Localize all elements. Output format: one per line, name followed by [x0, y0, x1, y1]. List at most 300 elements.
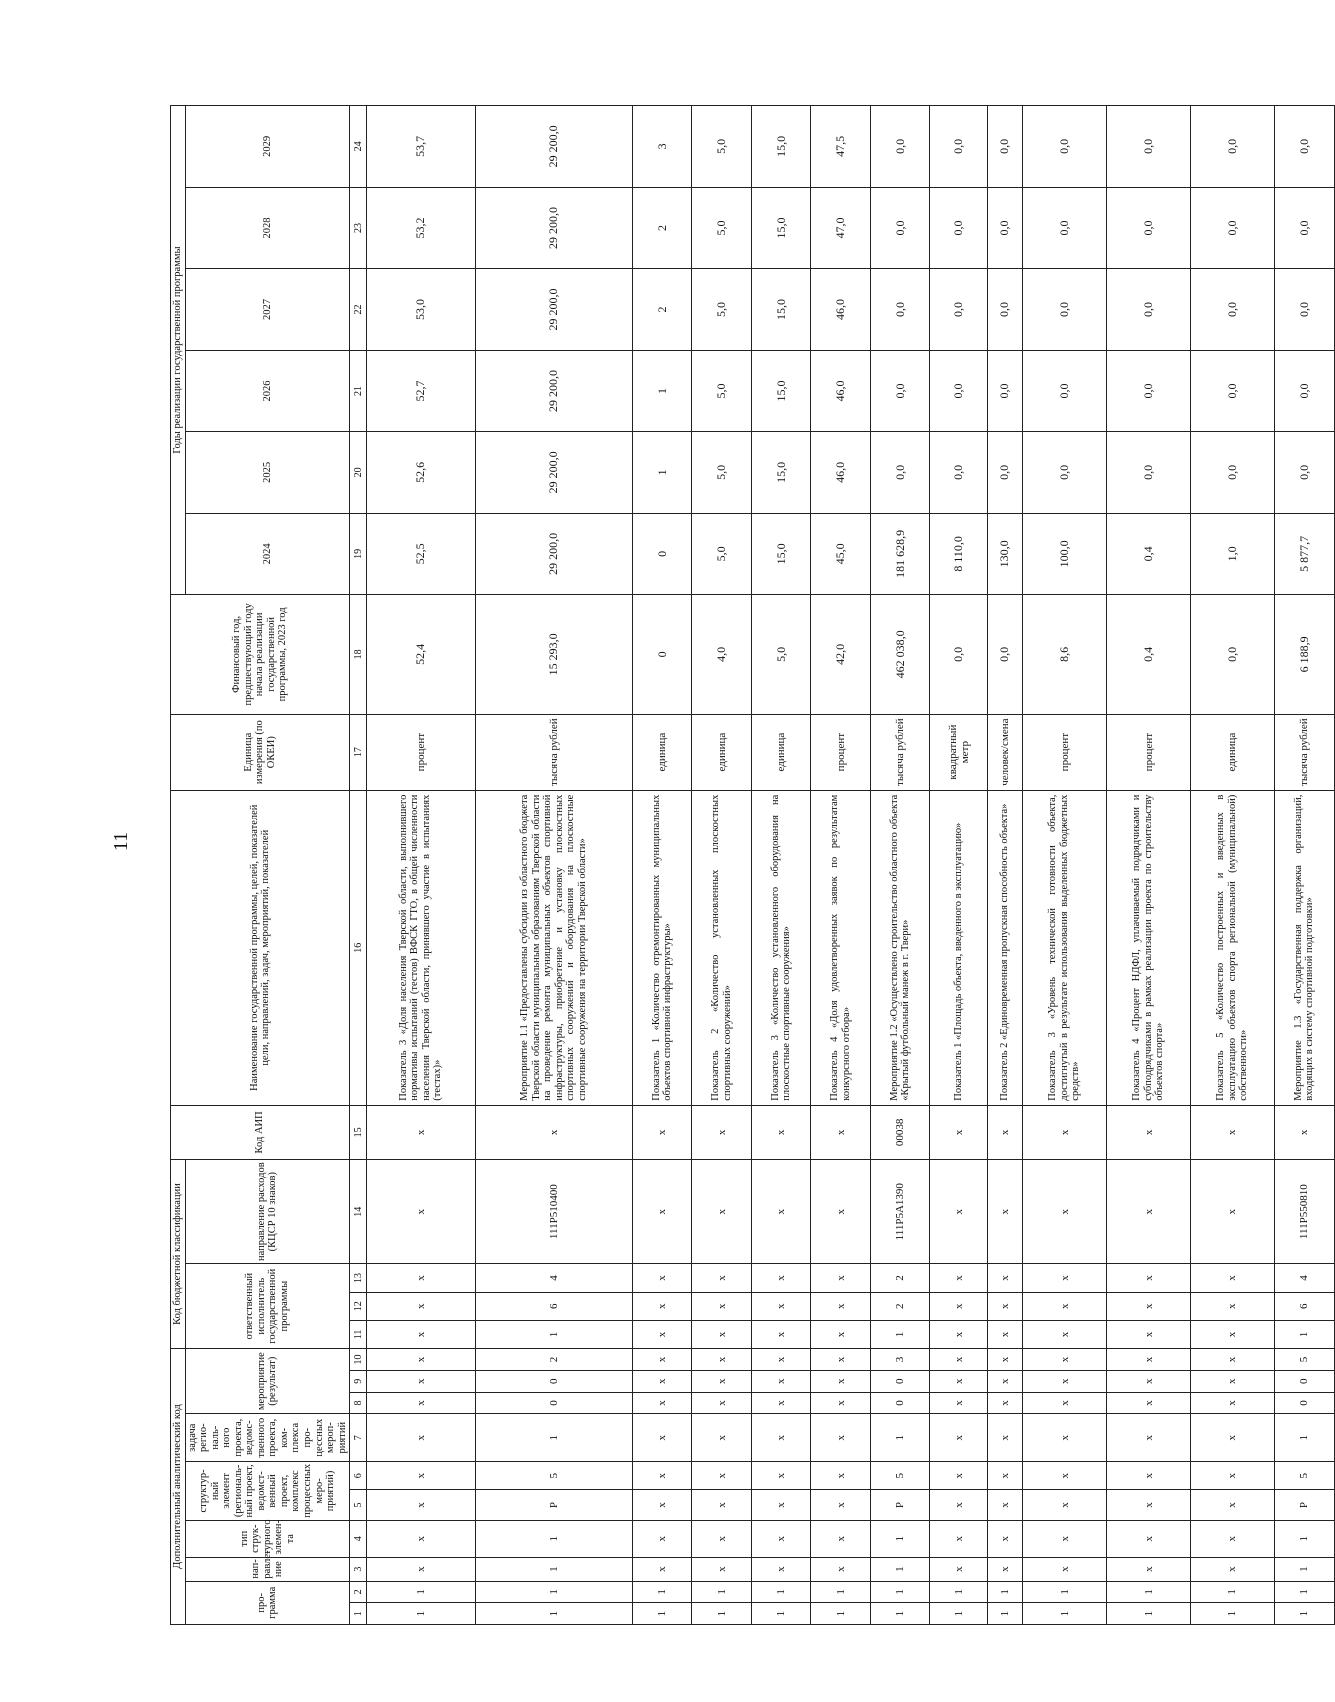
code-cell: х	[475, 1105, 632, 1159]
year-value-cell: 0,0	[1191, 432, 1275, 513]
code-cell: 1	[475, 1520, 632, 1557]
code-cell: х	[1023, 1370, 1107, 1392]
table-sheet	[170, 105, 1316, 1625]
code-cell: х	[1191, 1557, 1275, 1581]
year-value-cell: 46,0	[811, 350, 871, 431]
code-cell: х	[1191, 1392, 1275, 1414]
code-cell: 0	[1275, 1392, 1335, 1414]
code-cell: х	[632, 1392, 692, 1414]
code-cell: 1	[475, 1603, 632, 1625]
code-cell: 1	[475, 1320, 632, 1348]
base-year-cell: 462 038,0	[870, 595, 930, 715]
base-year-cell: 52,4	[367, 595, 475, 715]
table-row	[475, 106, 632, 1625]
year-value-cell: 5,0	[692, 106, 752, 188]
year-value-cell: 0,4	[1107, 513, 1191, 594]
year-value-cell: 0,0	[988, 432, 1023, 513]
year-value-cell: 0,0	[1023, 187, 1107, 268]
code-cell: х	[811, 1490, 871, 1520]
column-number: 22	[350, 269, 367, 350]
column-number: 21	[350, 350, 367, 431]
year-value-cell: 52,7	[367, 350, 475, 431]
base-year-cell: 42,0	[811, 595, 871, 715]
code-cell: х	[751, 1349, 811, 1371]
table-row	[632, 106, 692, 1625]
year-value-cell: 15,0	[751, 269, 811, 350]
table-row	[751, 106, 811, 1625]
code-cell: 5	[870, 1462, 930, 1490]
year-value-cell: 0,0	[930, 269, 988, 350]
table-row	[1023, 106, 1107, 1625]
code-cell: х	[811, 1264, 871, 1292]
code-cell: х	[1107, 1320, 1191, 1348]
code-cell: х	[632, 1462, 692, 1490]
code-cell: х	[692, 1349, 752, 1371]
code-cell: х	[367, 1292, 475, 1320]
base-year-cell: 0	[632, 595, 692, 715]
column-number: 10	[350, 1349, 367, 1371]
code-cell: х	[1191, 1349, 1275, 1371]
measure-header: мероприятие (результат)	[185, 1349, 350, 1414]
code-cell: х	[1023, 1462, 1107, 1490]
code-cell: 1	[692, 1581, 752, 1603]
code-cell: 2	[870, 1264, 930, 1292]
code-cell: 1	[930, 1603, 988, 1625]
base-year-cell: 5,0	[751, 595, 811, 715]
unit-cell: процент	[811, 714, 871, 790]
code-cell: х	[1191, 1264, 1275, 1292]
code-cell: х	[930, 1349, 988, 1371]
unit-cell: процент	[367, 714, 475, 790]
year-value-cell: 47,0	[811, 187, 871, 268]
column-number: 8	[350, 1392, 367, 1414]
year-value-cell: 15,0	[751, 350, 811, 431]
code-cell: х	[988, 1557, 1023, 1581]
code-cell: 1	[930, 1581, 988, 1603]
year-value-cell: 0,0	[870, 106, 930, 188]
code-cell: 1	[751, 1581, 811, 1603]
code-cell: х	[751, 1370, 811, 1392]
code-cell: х	[751, 1462, 811, 1490]
code-cell: Р	[870, 1490, 930, 1520]
code-cell: х	[692, 1320, 752, 1348]
base-year-cell: 0,0	[1191, 595, 1275, 715]
code-cell: 111Р5А1390	[870, 1160, 930, 1264]
code-cell: х	[632, 1320, 692, 1348]
column-number: 24	[350, 106, 367, 188]
year-value-cell: 52,6	[367, 432, 475, 513]
code-cell: х	[988, 1370, 1023, 1392]
code-cell: 2	[475, 1349, 632, 1371]
code-cell: 1	[1107, 1581, 1191, 1603]
code-cell: 1	[988, 1603, 1023, 1625]
code-cell: х	[988, 1490, 1023, 1520]
code-cell: х	[1023, 1392, 1107, 1414]
code-cell: х	[1023, 1490, 1107, 1520]
year-value-cell: 5 877,7	[1275, 513, 1335, 594]
code-cell: х	[751, 1320, 811, 1348]
code-cell: х	[811, 1392, 871, 1414]
year-value-cell: 0,0	[1107, 350, 1191, 431]
code-cell: х	[692, 1160, 752, 1264]
code-cell: 6	[475, 1292, 632, 1320]
year-value-cell: 0,0	[1023, 432, 1107, 513]
year-value-cell: 1	[632, 350, 692, 431]
code-cell: 5	[1275, 1462, 1335, 1490]
program-table	[170, 105, 1335, 1625]
code-cell: х	[632, 1370, 692, 1392]
year-value-cell: 8 110,0	[930, 513, 988, 594]
year-value-cell: 29 200,0	[475, 432, 632, 513]
code-cell: х	[1275, 1105, 1335, 1159]
code-cell: х	[692, 1557, 752, 1581]
year-value-cell: 5,0	[692, 350, 752, 431]
year-value-cell: 15,0	[751, 432, 811, 513]
column-number: 13	[350, 1264, 367, 1292]
year-2026-header: 2026	[185, 350, 350, 431]
year-value-cell: 0,0	[930, 106, 988, 188]
code-cell: 5	[1275, 1349, 1335, 1371]
code-cell: х	[1023, 1264, 1107, 1292]
year-value-cell: 0,0	[930, 187, 988, 268]
year-value-cell: 0,0	[870, 432, 930, 513]
code-cell: х	[367, 1520, 475, 1557]
year-value-cell: 29 200,0	[475, 350, 632, 431]
code-cell: х	[930, 1105, 988, 1159]
year-value-cell: 0,0	[870, 187, 930, 268]
code-cell: 1	[475, 1557, 632, 1581]
code-cell: х	[930, 1462, 988, 1490]
code-cell: 1	[811, 1581, 871, 1603]
code-cell: 4	[475, 1264, 632, 1292]
year-value-cell: 0,0	[1107, 432, 1191, 513]
year-2027-header: 2027	[185, 269, 350, 350]
analytic-code-header: Дополнительный аналитический код	[171, 1349, 186, 1625]
name-cell: Показатель 3 «Количество установленного оборудования на плоскостные спортивные сооружения»	[751, 790, 811, 1105]
year-value-cell: 0,0	[1191, 106, 1275, 188]
code-cell: 0	[1275, 1370, 1335, 1392]
code-cell: х	[1107, 1370, 1191, 1392]
unit-cell: единица	[1191, 714, 1275, 790]
code-cell: х	[632, 1105, 692, 1159]
code-cell: х	[751, 1490, 811, 1520]
year-value-cell: 181 628,9	[870, 513, 930, 594]
code-cell: х	[988, 1160, 1023, 1264]
page-number: 11	[110, 831, 133, 852]
code-cell: х	[930, 1264, 988, 1292]
code-cell: х	[930, 1320, 988, 1348]
year-value-cell: 47,5	[811, 106, 871, 188]
base-year-cell: 15 293,0	[475, 595, 632, 715]
name-cell: Показатель 2 «Количество установленных плоскостных спортивных сооружений»	[692, 790, 752, 1105]
year-value-cell: 15,0	[751, 513, 811, 594]
code-cell: х	[1191, 1370, 1275, 1392]
code-cell: х	[692, 1392, 752, 1414]
code-cell: х	[988, 1105, 1023, 1159]
year-value-cell: 0,0	[1191, 350, 1275, 431]
code-cell: х	[751, 1520, 811, 1557]
code-cell: 1	[1191, 1603, 1275, 1625]
code-cell: х	[811, 1349, 871, 1371]
code-cell: 1	[367, 1603, 475, 1625]
code-cell: 1	[870, 1557, 930, 1581]
base-year-cell: 0,0	[930, 595, 988, 715]
table-row	[988, 106, 1023, 1625]
task-header: задача регио-наль-ного проекта, ведомс-твенного проекта, ком-плекса про-цессных мероп-риятий	[185, 1414, 350, 1462]
code-cell: х	[692, 1414, 752, 1462]
code-cell: х	[632, 1490, 692, 1520]
unit-cell: единица	[692, 714, 752, 790]
code-cell: х	[1107, 1414, 1191, 1462]
code-cell: х	[367, 1349, 475, 1371]
direction-header: нап-равле-ние	[185, 1557, 350, 1581]
code-cell: х	[930, 1520, 988, 1557]
code-cell: х	[988, 1320, 1023, 1348]
year-value-cell: 0,0	[1275, 432, 1335, 513]
year-value-cell: 5,0	[692, 269, 752, 350]
aip-code-header: Код АИП	[171, 1105, 350, 1159]
year-value-cell: 2	[632, 187, 692, 268]
year-value-cell: 0,0	[1107, 106, 1191, 188]
code-cell: х	[367, 1414, 475, 1462]
code-cell: 1	[870, 1520, 930, 1557]
code-cell: 1	[1275, 1603, 1335, 1625]
column-number: 4	[350, 1520, 367, 1557]
year-value-cell: 0,0	[988, 350, 1023, 431]
year-value-cell: 5,0	[692, 187, 752, 268]
code-cell: х	[751, 1292, 811, 1320]
code-cell: х	[367, 1105, 475, 1159]
code-cell: х	[1191, 1520, 1275, 1557]
table-row	[811, 106, 871, 1625]
code-cell: 1	[870, 1320, 930, 1348]
table-row	[367, 106, 475, 1625]
year-value-cell: 0,0	[1275, 350, 1335, 431]
name-cell: Показатель 3 «Доля населения Тверской области, выполнившего нормативы испытаний (тестов) ВФСК ГТО, в общей численности населения Тверской области, принявшего участие в испытаниях (тестах)»	[367, 790, 475, 1105]
code-cell: 1	[870, 1414, 930, 1462]
code-cell: х	[751, 1392, 811, 1414]
code-cell: х	[1023, 1557, 1107, 1581]
column-number: 14	[350, 1160, 367, 1264]
column-number: 16	[350, 790, 367, 1105]
name-cell: Показатель 2 «Единовременная пропускная способность объекта»	[988, 790, 1023, 1105]
name-cell: Показатель 1 «Количество отремонтированных муниципальных объектов спортивной инфраструктуры»	[632, 790, 692, 1105]
executor-header: ответственный исполнитель государственной программы	[185, 1264, 350, 1349]
year-value-cell: 3	[632, 106, 692, 188]
code-cell: Р	[475, 1490, 632, 1520]
code-cell: 1	[1191, 1581, 1275, 1603]
code-cell: х	[367, 1264, 475, 1292]
year-value-cell: 0,0	[1275, 269, 1335, 350]
code-cell: х	[692, 1264, 752, 1292]
unit-cell: человек/смена	[988, 714, 1023, 790]
code-cell: х	[367, 1557, 475, 1581]
base-year-cell: 6 188,9	[1275, 595, 1335, 715]
code-cell: х	[1107, 1292, 1191, 1320]
code-cell: х	[930, 1160, 988, 1264]
year-value-cell: 0,0	[1275, 187, 1335, 268]
code-cell: х	[751, 1557, 811, 1581]
column-number: 17	[350, 714, 367, 790]
code-cell: х	[1191, 1490, 1275, 1520]
code-cell: х	[930, 1557, 988, 1581]
base-year-cell: 8,6	[1023, 595, 1107, 715]
code-cell: х	[930, 1370, 988, 1392]
year-value-cell: 100,0	[1023, 513, 1107, 594]
year-value-cell: 0,0	[1023, 106, 1107, 188]
year-value-cell: 15,0	[751, 106, 811, 188]
column-number: 6	[350, 1462, 367, 1490]
year-value-cell: 5,0	[692, 513, 752, 594]
code-cell: 1	[632, 1603, 692, 1625]
year-2028-header: 2028	[185, 187, 350, 268]
struct-type-header: тип струк-турного элемен-та	[185, 1520, 350, 1557]
code-cell: 1	[1107, 1603, 1191, 1625]
column-number: 5	[350, 1490, 367, 1520]
year-value-cell: 2	[632, 269, 692, 350]
column-number: 9	[350, 1370, 367, 1392]
code-cell: 111Р510400	[475, 1160, 632, 1264]
code-cell: х	[811, 1557, 871, 1581]
code-cell: х	[988, 1462, 1023, 1490]
code-cell: х	[632, 1349, 692, 1371]
code-cell: 111Р550810	[1275, 1160, 1335, 1264]
code-cell: х	[1107, 1392, 1191, 1414]
code-cell: х	[751, 1160, 811, 1264]
table-row	[870, 106, 930, 1625]
unit-cell: тысяча рублей	[475, 714, 632, 790]
expense-direction-header: направление расходов (КЦСР 10 знаков)	[185, 1160, 350, 1264]
year-value-cell: 53,7	[367, 106, 475, 188]
year-value-cell: 0,0	[988, 187, 1023, 268]
code-cell: 1	[692, 1603, 752, 1625]
code-cell: 6	[1275, 1292, 1335, 1320]
unit-cell: тысяча рублей	[870, 714, 930, 790]
code-cell: х	[811, 1292, 871, 1320]
code-cell: х	[632, 1264, 692, 1292]
year-value-cell: 0,0	[1107, 187, 1191, 268]
code-cell: х	[988, 1349, 1023, 1371]
code-cell: х	[1023, 1292, 1107, 1320]
code-cell: х	[692, 1490, 752, 1520]
year-2029-header: 2029	[185, 106, 350, 188]
code-cell: Р	[1275, 1490, 1335, 1520]
code-cell: х	[1023, 1105, 1107, 1159]
code-cell: х	[930, 1292, 988, 1320]
program-header: про-грамма	[185, 1581, 350, 1624]
table-row	[1191, 106, 1275, 1625]
unit-cell: квадратный метр	[930, 714, 988, 790]
code-cell: х	[1107, 1520, 1191, 1557]
year-value-cell: 29 200,0	[475, 187, 632, 268]
code-cell: 1	[475, 1414, 632, 1462]
name-cell: Показатель 1 «Площадь объекта, введенного в эксплуатацию»	[930, 790, 988, 1105]
code-cell: х	[1191, 1105, 1275, 1159]
code-cell: 0	[870, 1370, 930, 1392]
years-group-header: Годы реализации государственной программы	[171, 106, 186, 595]
code-cell: 00038	[870, 1105, 930, 1159]
name-cell: Показатель 3 «Уровень технической готовности объекта, достигнутый в результате использования выделенных бюджетных средств»	[1023, 790, 1107, 1105]
code-cell: 0	[870, 1392, 930, 1414]
year-2025-header: 2025	[185, 432, 350, 513]
code-cell: х	[811, 1462, 871, 1490]
code-cell: х	[811, 1370, 871, 1392]
code-cell: 1	[751, 1603, 811, 1625]
base-year-cell: 0,0	[988, 595, 1023, 715]
code-cell: 0	[475, 1370, 632, 1392]
year-value-cell: 53,0	[367, 269, 475, 350]
code-cell: 1	[1275, 1320, 1335, 1348]
base-year-header: Финансовый год, предшествующий году начала реализации государственной программы, 2023 год	[171, 595, 350, 715]
code-cell: х	[930, 1414, 988, 1462]
code-cell: х	[1107, 1557, 1191, 1581]
unit-cell: тысяча рублей	[1275, 714, 1335, 790]
column-number-row	[350, 106, 367, 1625]
code-cell: х	[1107, 1264, 1191, 1292]
code-cell: х	[988, 1414, 1023, 1462]
base-year-cell: 4,0	[692, 595, 752, 715]
code-cell: 1	[1275, 1414, 1335, 1462]
year-value-cell: 46,0	[811, 432, 871, 513]
code-cell: 1	[811, 1603, 871, 1625]
column-number: 23	[350, 187, 367, 268]
year-value-cell: 15,0	[751, 187, 811, 268]
code-cell: 1	[1023, 1603, 1107, 1625]
code-cell: х	[692, 1370, 752, 1392]
code-cell: 4	[1275, 1264, 1335, 1292]
code-cell: 1	[1275, 1520, 1335, 1557]
year-2024-header: 2024	[185, 513, 350, 594]
column-number: 1	[350, 1603, 367, 1625]
year-value-cell: 0,0	[988, 269, 1023, 350]
name-cell: Мероприятие 1.1 «Предоставлены субсидии из областного бюджета Тверской области муниципальным образованиям Тверской области на проведение ремонта муниципальных объектов спортивной инфраструктуры, приобретение и установку плоскостных спортивных сооружений и оборудования на плоскостные спортивные сооружения на территории Тверской области»	[475, 790, 632, 1105]
code-cell: х	[367, 1392, 475, 1414]
year-value-cell: 29 200,0	[475, 513, 632, 594]
year-value-cell: 0,0	[988, 106, 1023, 188]
code-cell: х	[632, 1520, 692, 1557]
code-cell: х	[367, 1490, 475, 1520]
year-value-cell: 5,0	[692, 432, 752, 513]
column-number: 19	[350, 513, 367, 594]
year-value-cell: 0,0	[1107, 269, 1191, 350]
code-cell: х	[367, 1462, 475, 1490]
code-cell: х	[930, 1392, 988, 1414]
code-cell: х	[692, 1292, 752, 1320]
code-cell: х	[1191, 1160, 1275, 1264]
code-cell: х	[811, 1414, 871, 1462]
column-number: 20	[350, 432, 367, 513]
column-number: 12	[350, 1292, 367, 1320]
code-cell: х	[1023, 1414, 1107, 1462]
code-cell: х	[1107, 1105, 1191, 1159]
code-cell: х	[367, 1370, 475, 1392]
code-cell: 2	[870, 1292, 930, 1320]
code-cell: х	[1191, 1320, 1275, 1348]
code-cell: х	[1191, 1462, 1275, 1490]
name-cell: Мероприятие 1.3 «Государственная поддержка организаций, входящих в систему спортивной подготовки»	[1275, 790, 1335, 1105]
year-value-cell: 0,0	[1191, 269, 1275, 350]
year-value-cell: 53,2	[367, 187, 475, 268]
code-cell: х	[988, 1292, 1023, 1320]
unit-cell: единица	[632, 714, 692, 790]
code-cell: 1	[632, 1581, 692, 1603]
code-cell: х	[1107, 1160, 1191, 1264]
code-cell: х	[1023, 1320, 1107, 1348]
year-value-cell: 0,0	[1191, 187, 1275, 268]
year-value-cell: 1,0	[1191, 513, 1275, 594]
table-row	[930, 106, 988, 1625]
code-cell: х	[988, 1520, 1023, 1557]
